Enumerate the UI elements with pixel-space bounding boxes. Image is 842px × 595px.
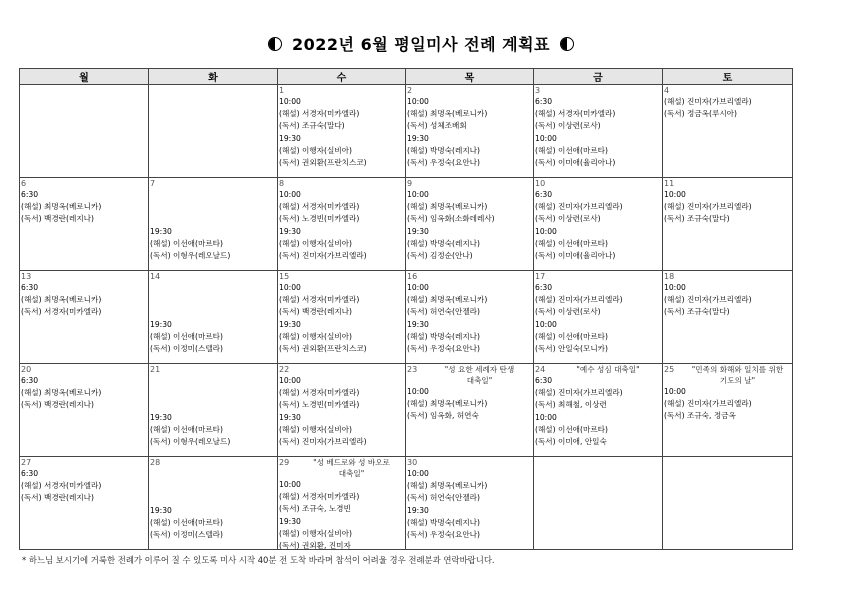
assignment-line: (독서) 우정숙(요안나) xyxy=(407,157,480,167)
day-cell xyxy=(406,271,534,364)
mass-time: 10:00 xyxy=(407,283,429,292)
assignment-line: (해설) 최명옥(베로니카) xyxy=(407,109,488,119)
day-number: 4 xyxy=(664,86,670,95)
assignment-line: (해설) 이선애(마르타) xyxy=(535,424,608,434)
day-cell xyxy=(534,178,663,271)
assignment-line xyxy=(150,375,276,387)
feast-label xyxy=(428,364,531,386)
assignment-line xyxy=(150,294,276,306)
day-number: 15 xyxy=(279,272,290,281)
mass-time: 19:30 xyxy=(150,412,172,422)
assignment-list xyxy=(407,468,532,541)
assignment-list xyxy=(535,96,661,169)
assignment-list xyxy=(21,375,147,412)
assignment-line xyxy=(150,201,276,213)
assignment-line xyxy=(150,480,276,492)
assignment-line: (독서) 임옥화, 허연숙 xyxy=(407,411,479,421)
day-cell xyxy=(278,178,406,271)
day-number: 7 xyxy=(150,179,156,188)
mass-time: 10:00 xyxy=(535,133,557,143)
mass-time: 10:00 xyxy=(279,480,301,489)
assignment-line: (해설) 이행자(실비아) xyxy=(279,424,352,434)
week-row xyxy=(20,364,793,457)
day-number: 6 xyxy=(21,179,27,188)
assignment-line: (해설) 이선애(마르타) xyxy=(150,424,223,434)
assignment-list xyxy=(150,282,276,355)
day-cell xyxy=(406,178,534,271)
assignment-line: (해설) 최명옥(베로니카) xyxy=(21,202,102,212)
assignment-line: (독서) 노경빈(미카엘라) xyxy=(279,214,360,224)
assignment-line: (해설) 최명옥(베로니카) xyxy=(21,388,102,398)
assignment-line: (해설) 서경자(미카엘라) xyxy=(279,388,360,398)
assignment-line: (해설) 박명숙(레지나) xyxy=(407,145,480,155)
mass-time: 19:30 xyxy=(279,412,301,422)
assignment-list xyxy=(535,375,661,448)
assignment-line: (해설) 서경자(미카엘라) xyxy=(279,109,360,119)
assignment-line: (독서) 이미애(율리아나) xyxy=(535,157,616,167)
assignment-line: (독서) 김정순(안나) xyxy=(407,250,473,260)
weekday-header: 토 xyxy=(663,69,793,85)
weekday-header: 금 xyxy=(534,69,663,85)
day-number: 25 xyxy=(664,365,675,374)
day-cell xyxy=(406,364,534,457)
mass-time: 10:00 xyxy=(279,97,301,106)
mass-time: 6:30 xyxy=(21,190,39,199)
day-cell xyxy=(534,457,663,550)
assignment-line xyxy=(150,306,276,318)
assignment-list xyxy=(407,189,532,262)
day-cell xyxy=(149,178,278,271)
mass-time: 10:00 xyxy=(279,376,301,385)
feast-line: "성 요한 세례자 탄생 xyxy=(444,365,515,374)
assignment-line: (독서) 권외환(프란치스코) xyxy=(279,343,367,353)
assignment-line: (독서) 조규숙(말다) xyxy=(279,121,345,131)
mass-time: 10:00 xyxy=(664,387,686,396)
assignment-line: (독서) 이미애, 안일숙 xyxy=(535,436,607,446)
assignment-list xyxy=(21,468,147,505)
assignment-line xyxy=(150,468,276,480)
assignment-list xyxy=(279,189,404,262)
day-cell xyxy=(534,364,663,457)
mass-time: 19:30 xyxy=(279,516,301,526)
day-number: 24 xyxy=(535,365,546,374)
weekday-header: 월 xyxy=(20,69,149,85)
mass-time: 19:30 xyxy=(279,133,301,143)
assignment-line xyxy=(150,387,276,399)
assignment-list xyxy=(21,282,147,319)
assignment-line: (해설) 최명옥(베로니카) xyxy=(407,295,488,305)
mass-time: 10:00 xyxy=(279,283,301,292)
assignment-line: (독서) 임옥화(소화데레사) xyxy=(407,214,495,224)
assignment-line: (독서) 정금옥(루시아) xyxy=(664,109,737,119)
assignment-line: (해설) 서경자(미카엘라) xyxy=(535,109,616,119)
day-number: 21 xyxy=(150,365,161,374)
assignment-list xyxy=(407,386,532,423)
page-title-text: 2022년 6월 평일미사 전례 계획표 xyxy=(292,35,550,54)
day-cell xyxy=(406,457,534,550)
assignment-line: (독서) 최해철, 이상련 xyxy=(535,400,607,410)
day-cell xyxy=(534,85,663,178)
day-cell xyxy=(278,271,406,364)
mass-time: 10:00 xyxy=(535,226,557,236)
assignment-line: (독서) 이형우(레오날드) xyxy=(150,250,231,260)
assignment-line: (독서) 권외환(프란치스코) xyxy=(279,157,367,167)
assignment-line xyxy=(150,189,276,201)
assignment-list xyxy=(664,189,791,226)
assignment-line: (독서) 권외환, 진미자 xyxy=(279,540,351,550)
day-number: 10 xyxy=(535,179,546,188)
assignment-line: (독서) 조규숙, 노경빈 xyxy=(279,504,351,514)
day-cell xyxy=(149,457,278,550)
day-cell xyxy=(663,178,793,271)
half-circle-icon xyxy=(268,37,282,51)
mass-time: 6:30 xyxy=(21,469,39,478)
mass-time: 6:30 xyxy=(535,283,553,292)
day-number: 28 xyxy=(150,458,161,467)
assignment-line: (해설) 이선애(마르타) xyxy=(535,145,608,155)
assignment-line: (해설) 진미자(가브리엘라) xyxy=(664,202,752,212)
assignment-line: (해설) 서경자(미카엘라) xyxy=(279,295,360,305)
day-cell xyxy=(278,85,406,178)
assignment-line: (독서) 조규숙(말다) xyxy=(664,214,730,224)
assignment-list xyxy=(279,96,404,169)
mass-time: 6:30 xyxy=(21,376,39,385)
assignment-line: (독서) 노경빈(미카엘라) xyxy=(279,400,360,410)
day-number: 3 xyxy=(535,86,541,95)
assignment-line: (독서) 이미애(율리아나) xyxy=(535,250,616,260)
mass-time: 19:30 xyxy=(407,226,429,236)
feast-line: 대축일" xyxy=(466,376,493,385)
day-cell xyxy=(663,271,793,364)
half-circle-icon xyxy=(560,37,574,51)
assignment-list xyxy=(279,479,404,552)
assignment-line: (독서) 이상련(로사) xyxy=(535,214,601,224)
feast-line: 대축일" xyxy=(338,469,365,478)
assignment-line: (독서) 진미자(가브리엘라) xyxy=(279,436,367,446)
weekday-header: 목 xyxy=(406,69,534,85)
assignment-line: (해설) 이행자(실비아) xyxy=(279,145,352,155)
calendar-body xyxy=(20,85,793,550)
day-cell xyxy=(20,457,149,550)
assignment-line: (독서) 이형우(레오날드) xyxy=(150,436,231,446)
mass-time: 10:00 xyxy=(279,190,301,199)
assignment-line: (해설) 이선애(마르타) xyxy=(535,238,608,248)
assignment-line: (해설) 이선애(마르타) xyxy=(535,331,608,341)
mass-time: 10:00 xyxy=(535,319,557,329)
day-cell xyxy=(149,364,278,457)
day-number: 1 xyxy=(279,86,285,95)
mass-time: 6:30 xyxy=(535,376,553,385)
assignment-list xyxy=(150,189,276,262)
day-cell xyxy=(278,364,406,457)
assignment-line: (해설) 최명옥(베로니카) xyxy=(407,481,488,491)
assignment-line: (해설) 최명옥(베로니카) xyxy=(21,295,102,305)
assignment-list xyxy=(664,96,791,120)
day-number: 29 xyxy=(279,458,290,467)
feast-label xyxy=(300,457,403,479)
mass-time: 19:30 xyxy=(150,226,172,236)
feast-line: "예수 성심 대축일" xyxy=(576,365,640,374)
day-number: 20 xyxy=(21,365,32,374)
assignment-line: (독서) 우정숙(요안나) xyxy=(407,529,480,539)
day-number: 2 xyxy=(407,86,413,95)
feast-label xyxy=(556,364,660,375)
assignment-line: (독서) 백경란(레지나) xyxy=(21,400,94,410)
day-number: 13 xyxy=(21,272,32,281)
feast-line: "민족의 화해와 일치를 위한 xyxy=(691,365,784,374)
day-cell xyxy=(20,271,149,364)
assignment-line: (독서) 서경자(미카엘라) xyxy=(21,307,102,317)
mass-time: 10:00 xyxy=(407,387,429,396)
day-cell xyxy=(534,271,663,364)
day-cell xyxy=(20,364,149,457)
assignment-list xyxy=(535,282,661,355)
feast-line: "성 베드로와 성 바오로 xyxy=(313,458,390,467)
assignment-line: (독서) 조규숙(말다) xyxy=(664,307,730,317)
day-cell xyxy=(20,178,149,271)
mass-time: 19:30 xyxy=(407,505,429,515)
mass-time: 19:30 xyxy=(407,319,429,329)
day-cell xyxy=(20,85,149,178)
week-row xyxy=(20,271,793,364)
day-cell xyxy=(406,85,534,178)
assignment-line: (해설) 진미자(가브리엘라) xyxy=(535,202,623,212)
assignment-line: (해설) 박명숙(레지나) xyxy=(407,238,480,248)
assignment-list xyxy=(664,386,791,423)
mass-time: 19:30 xyxy=(279,226,301,236)
week-row xyxy=(20,457,793,550)
assignment-line: (해설) 서경자(미카엘라) xyxy=(279,492,360,502)
mass-time: 19:30 xyxy=(150,319,172,329)
day-number: 16 xyxy=(407,272,418,281)
assignment-line: (해설) 이선애(마르타) xyxy=(150,238,223,248)
day-cell xyxy=(663,457,793,550)
mass-time: 6:30 xyxy=(535,97,553,106)
assignment-line: (독서) 허연숙(안젤라) xyxy=(407,307,480,317)
assignment-line xyxy=(150,282,276,294)
assignment-line: (독서) 이정미(스텔라) xyxy=(150,343,223,353)
weekday-header-row xyxy=(20,69,793,85)
mass-time: 10:00 xyxy=(407,469,429,478)
assignment-list xyxy=(279,282,404,355)
assignment-line: (독서) 백경란(레지나) xyxy=(279,307,352,317)
assignment-line: (해설) 이선애(마르타) xyxy=(150,517,223,527)
assignment-line: (독서) 이상련(로사) xyxy=(535,121,601,131)
day-number: 22 xyxy=(279,365,290,374)
day-cell xyxy=(149,271,278,364)
assignment-line: (해설) 서경자(미카엘라) xyxy=(279,202,360,212)
assignment-line xyxy=(150,492,276,504)
schedule-table xyxy=(19,68,793,550)
week-row xyxy=(20,178,793,271)
assignment-list xyxy=(535,189,661,262)
assignment-line xyxy=(150,399,276,411)
assignment-list xyxy=(407,282,532,355)
assignment-list xyxy=(664,282,791,319)
footnote: * 하느님 보시기에 거룩한 전례가 이루어 질 수 있도록 미사 시작 40분 전 도착 바라며 참석이 어려울 경우 전례분과 연락바랍니다. xyxy=(22,555,495,565)
mass-time: 10:00 xyxy=(535,412,557,422)
assignment-line: (독서) 이정미(스텔라) xyxy=(150,529,223,539)
day-cell xyxy=(663,85,793,178)
week-row xyxy=(20,85,793,178)
mass-time: 10:00 xyxy=(407,97,429,106)
mass-time: 10:00 xyxy=(407,190,429,199)
mass-time: 10:00 xyxy=(664,190,686,199)
assignment-line: (해설) 최명옥(베로니카) xyxy=(407,399,488,409)
assignment-line: (해설) 진미자(가브리엘라) xyxy=(664,295,752,305)
assignment-line: (독서) 안일숙(모니카) xyxy=(535,343,608,353)
day-cell xyxy=(663,364,793,457)
day-number: 18 xyxy=(664,272,675,281)
mass-time: 19:30 xyxy=(279,319,301,329)
assignment-line: (독서) 백경란(레지나) xyxy=(21,214,94,224)
day-number: 23 xyxy=(407,365,418,374)
mass-time: 6:30 xyxy=(21,283,39,292)
assignment-line: (해설) 이행자(실비아) xyxy=(279,331,352,341)
assignment-line: (해설) 진미자(가브리엘라) xyxy=(535,388,623,398)
mass-time: 6:30 xyxy=(535,190,553,199)
mass-time: 10:00 xyxy=(664,283,686,292)
assignment-line xyxy=(150,213,276,225)
assignment-line: (독서) 이상련(로사) xyxy=(535,307,601,317)
assignment-line: (독서) 진미자(가브리엘라) xyxy=(279,250,367,260)
day-number: 30 xyxy=(407,458,418,467)
assignment-line: (해설) 최명옥(베로니카) xyxy=(407,202,488,212)
assignment-line: (해설) 진미자(가브리엘라) xyxy=(664,399,752,409)
day-number: 9 xyxy=(407,179,413,188)
assignment-list xyxy=(150,468,276,541)
assignment-line: (독서) 성체조배회 xyxy=(407,121,467,131)
day-number: 14 xyxy=(150,272,161,281)
day-number: 27 xyxy=(21,458,32,467)
assignment-line: (해설) 이선애(마르타) xyxy=(150,331,223,341)
day-cell xyxy=(278,457,406,550)
assignment-line: (해설) 이행자(실비아) xyxy=(279,238,352,248)
mass-time: 19:30 xyxy=(407,133,429,143)
day-number: 17 xyxy=(535,272,546,281)
assignment-line: (해설) 진미자(가브리엘라) xyxy=(664,97,752,106)
assignment-line: (독서) 허연숙(안젤라) xyxy=(407,493,480,503)
assignment-line: (해설) 진미자(가브리엘라) xyxy=(535,295,623,305)
weekday-header: 수 xyxy=(278,69,406,85)
feast-label xyxy=(685,364,790,386)
weekday-header: 화 xyxy=(149,69,278,85)
assignment-line: (해설) 이행자(실비아) xyxy=(279,528,352,538)
assignment-line: (해설) 박명숙(레지나) xyxy=(407,517,480,527)
assignment-list xyxy=(407,96,532,169)
assignment-line: (해설) 서경자(미카엘라) xyxy=(21,481,102,491)
assignment-list xyxy=(279,375,404,448)
assignment-list xyxy=(21,189,147,226)
assignment-line: (독서) 우정숙(요안나) xyxy=(407,343,480,353)
assignment-line: (독서) 백경란(레지나) xyxy=(21,493,94,503)
assignment-line: (해설) 박명숙(레지나) xyxy=(407,331,480,341)
assignment-line: (독서) 조규숙, 정금옥 xyxy=(664,411,736,421)
day-number: 11 xyxy=(664,179,675,188)
page-title xyxy=(0,32,842,55)
feast-line: 기도의 날" xyxy=(719,376,756,385)
mass-time: 19:30 xyxy=(150,505,172,515)
day-number: 8 xyxy=(279,179,285,188)
day-cell xyxy=(149,85,278,178)
assignment-list xyxy=(150,375,276,448)
